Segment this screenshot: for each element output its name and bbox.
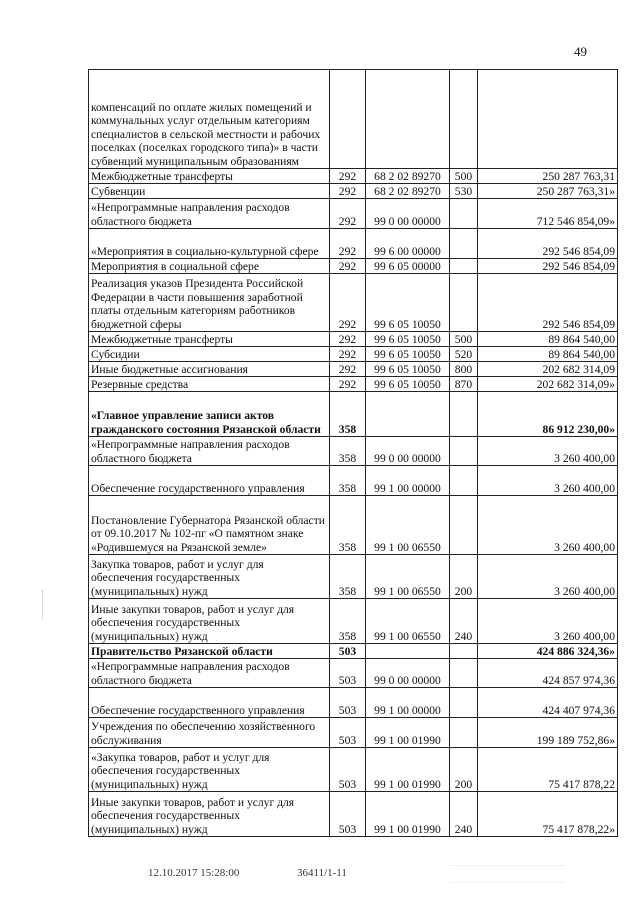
row-expense-type-cell: 200 <box>450 555 478 599</box>
row-amount-cell: 424 857 974,36 <box>478 659 618 688</box>
margin-mark <box>42 590 45 620</box>
row-amount-cell: 292 546 854,09 <box>478 274 618 332</box>
row-ministry-code-cell: 292 <box>330 362 366 377</box>
row-amount-cell: 712 546 854,09» <box>478 199 618 229</box>
row-amount-cell: 3 260 400,00 <box>478 466 618 496</box>
row-name-cell: Реализация указов Президента Российской Федерации в части повышения заработной платы отдельным категориям работников бюджетной сферы <box>89 274 330 332</box>
row-expense-type-cell <box>450 496 478 555</box>
row-ministry-code-cell: 292 <box>330 377 366 392</box>
row-ministry-code-cell <box>330 70 366 169</box>
row-target-code-cell: 99 6 05 10050 <box>366 347 450 362</box>
row-amount-cell: 3 260 400,00 <box>478 437 618 466</box>
row-target-code-cell <box>366 392 450 437</box>
row-ministry-code-cell: 358 <box>330 437 366 466</box>
row-expense-type-cell: 500 <box>450 332 478 347</box>
row-ministry-code-cell: 292 <box>330 184 366 199</box>
row-name-cell: Межбюджетные трансферты <box>89 332 330 347</box>
row-name-cell: Иные закупки товаров, работ и услуг для обеспечения государственных (муниципальных) нужд <box>89 792 330 837</box>
table-row <box>89 644 618 659</box>
row-expense-type-cell: 530 <box>450 184 478 199</box>
row-amount-cell: 292 546 854,09 <box>478 229 618 259</box>
row-name-cell: Учреждения по обеспечению хозяйственного обслуживания <box>89 718 330 748</box>
row-target-code-cell: 99 1 00 01990 <box>366 748 450 792</box>
row-expense-type-cell <box>450 70 478 169</box>
row-ministry-code-cell: 503 <box>330 748 366 792</box>
row-target-code-cell: 99 1 00 06550 <box>366 599 450 644</box>
row-ministry-code-cell: 503 <box>330 718 366 748</box>
row-expense-type-cell <box>450 644 478 659</box>
footer-datetime: 12.10.2017 15:28:00 <box>148 867 240 879</box>
row-expense-type-cell <box>450 229 478 259</box>
row-target-code-cell: 99 6 05 00000 <box>366 259 450 274</box>
table-row <box>89 70 618 169</box>
row-name-cell: Обеспечение государственного управления <box>89 466 330 496</box>
table-row <box>89 377 618 392</box>
row-name-cell: Обеспечение государственного управления <box>89 688 330 718</box>
table-row <box>89 599 618 644</box>
row-ministry-code-cell: 358 <box>330 392 366 437</box>
table-row <box>89 332 618 347</box>
row-name-cell: Постановление Губернатора Рязанской области от 09.10.2017 № 102-пг «О памятном знаке «Родившемуся на Рязанской земле» <box>89 496 330 555</box>
row-expense-type-cell: 240 <box>450 599 478 644</box>
row-name-cell: «Непрограммные направления расходов областного бюджета <box>89 199 330 229</box>
row-amount-cell: 3 260 400,00 <box>478 599 618 644</box>
budget-table-body <box>89 70 618 837</box>
row-name-cell: «Мероприятия в социально-культурной сфере <box>89 229 330 259</box>
row-target-code-cell: 68 2 02 89270 <box>366 184 450 199</box>
row-target-code-cell: 99 1 00 00000 <box>366 466 450 496</box>
row-ministry-code-cell: 292 <box>330 347 366 362</box>
row-target-code-cell: 99 6 05 10050 <box>366 332 450 347</box>
table-row <box>89 688 618 718</box>
row-expense-type-cell <box>450 466 478 496</box>
row-ministry-code-cell: 503 <box>330 644 366 659</box>
row-ministry-code-cell: 358 <box>330 599 366 644</box>
table-row <box>89 555 618 599</box>
table-row <box>89 259 618 274</box>
row-target-code-cell: 68 2 02 89270 <box>366 169 450 184</box>
row-name-cell: «Непрограммные направления расходов областного бюджета <box>89 437 330 466</box>
row-name-cell: Иные бюджетные ассигнования <box>89 362 330 377</box>
footer-doc-code: 36411/1-11 <box>297 867 347 879</box>
row-name-cell: Межбюджетные трансферты <box>89 169 330 184</box>
table-row <box>89 437 618 466</box>
row-expense-type-cell <box>450 392 478 437</box>
row-name-cell: Мероприятия в социальной сфере <box>89 259 330 274</box>
row-expense-type-cell: 200 <box>450 748 478 792</box>
row-name-cell: «Главное управление записи актов гражданского состояния Рязанской области <box>89 392 330 437</box>
row-target-code-cell: 99 1 00 06550 <box>366 496 450 555</box>
table-row <box>89 748 618 792</box>
row-target-code-cell: 99 6 05 10050 <box>366 274 450 332</box>
row-ministry-code-cell: 358 <box>330 555 366 599</box>
row-amount-cell: 292 546 854,09 <box>478 259 618 274</box>
row-target-code-cell: 99 6 00 00000 <box>366 229 450 259</box>
table-row <box>89 347 618 362</box>
table-row <box>89 392 618 437</box>
row-name-cell: Субвенции <box>89 184 330 199</box>
row-amount-cell: 250 287 763,31 <box>478 169 618 184</box>
row-amount-cell: 89 864 540,00 <box>478 347 618 362</box>
row-expense-type-cell <box>450 688 478 718</box>
table-row <box>89 659 618 688</box>
row-expense-type-cell <box>450 274 478 332</box>
row-target-code-cell: 99 1 00 01990 <box>366 718 450 748</box>
row-target-code-cell <box>366 70 450 169</box>
row-expense-type-cell <box>450 199 478 229</box>
row-ministry-code-cell: 503 <box>330 659 366 688</box>
row-amount-cell: 75 417 878,22» <box>478 792 618 837</box>
row-name-cell: Иные закупки товаров, работ и услуг для обеспечения государственных (муниципальных) нужд <box>89 599 330 644</box>
row-ministry-code-cell: 358 <box>330 466 366 496</box>
row-target-code-cell: 99 0 00 00000 <box>366 659 450 688</box>
row-ministry-code-cell: 292 <box>330 229 366 259</box>
table-row <box>89 274 618 332</box>
page-number: 49 <box>574 44 587 59</box>
row-amount-cell: 3 260 400,00 <box>478 496 618 555</box>
table-row <box>89 496 618 555</box>
row-target-code-cell: 99 1 00 01990 <box>366 792 450 837</box>
row-ministry-code-cell: 292 <box>330 259 366 274</box>
row-amount-cell: 89 864 540,00 <box>478 332 618 347</box>
row-expense-type-cell <box>450 259 478 274</box>
row-ministry-code-cell: 292 <box>330 199 366 229</box>
table-row <box>89 362 618 377</box>
row-ministry-code-cell: 503 <box>330 688 366 718</box>
row-target-code-cell: 99 0 00 00000 <box>366 199 450 229</box>
table-row <box>89 792 618 837</box>
row-ministry-code-cell: 503 <box>330 792 366 837</box>
table-row <box>89 466 618 496</box>
row-amount-cell: 202 682 314,09» <box>478 377 618 392</box>
row-amount-cell: 424 886 324,36» <box>478 644 618 659</box>
table-row <box>89 169 618 184</box>
row-expense-type-cell: 520 <box>450 347 478 362</box>
row-amount-cell: 424 407 974,36 <box>478 688 618 718</box>
row-amount-cell: 86 912 230,00» <box>478 392 618 437</box>
row-expense-type-cell: 240 <box>450 792 478 837</box>
row-name-cell: Правительство Рязанской области <box>89 644 330 659</box>
row-ministry-code-cell: 292 <box>330 332 366 347</box>
row-amount-cell: 75 417 878,22 <box>478 748 618 792</box>
table-row <box>89 184 618 199</box>
row-name-cell: «Непрограммные направления расходов областного бюджета <box>89 659 330 688</box>
row-amount-cell: 3 260 400,00 <box>478 555 618 599</box>
row-target-code-cell <box>366 644 450 659</box>
row-expense-type-cell <box>450 659 478 688</box>
row-name-cell: Закупка товаров, работ и услуг для обеспечения государственных (муниципальных) нужд <box>89 555 330 599</box>
row-ministry-code-cell: 358 <box>330 496 366 555</box>
row-target-code-cell: 99 0 00 00000 <box>366 437 450 466</box>
row-amount-cell: 199 189 752,86» <box>478 718 618 748</box>
row-expense-type-cell: 870 <box>450 377 478 392</box>
row-amount-cell: 250 287 763,31» <box>478 184 618 199</box>
row-target-code-cell: 99 1 00 00000 <box>366 688 450 718</box>
faint-stamp-icon <box>450 865 565 883</box>
row-name-cell: компенсаций по оплате жилых помещений и коммунальных услуг отдельным категориям специалистов в сельской местности и рабочих поселках (поселках городского типа)» в части субвенций муниципальным образованиям <box>89 70 330 169</box>
row-amount-cell <box>478 70 618 169</box>
table-row <box>89 229 618 259</box>
row-target-code-cell: 99 6 05 10050 <box>366 377 450 392</box>
row-name-cell: Субсидии <box>89 347 330 362</box>
table-row <box>89 199 618 229</box>
row-expense-type-cell: 800 <box>450 362 478 377</box>
row-target-code-cell: 99 1 00 06550 <box>366 555 450 599</box>
table-row <box>89 718 618 748</box>
row-target-code-cell: 99 6 05 10050 <box>366 362 450 377</box>
row-ministry-code-cell: 292 <box>330 169 366 184</box>
row-amount-cell: 202 682 314,09 <box>478 362 618 377</box>
row-expense-type-cell <box>450 437 478 466</box>
row-expense-type-cell <box>450 718 478 748</box>
row-ministry-code-cell: 292 <box>330 274 366 332</box>
row-expense-type-cell: 500 <box>450 169 478 184</box>
row-name-cell: «Закупка товаров, работ и услуг для обеспечения государственных (муниципальных) нужд <box>89 748 330 792</box>
row-name-cell: Резервные средства <box>89 377 330 392</box>
registration-stamp-icon <box>86 861 110 885</box>
budget-table <box>88 69 618 837</box>
